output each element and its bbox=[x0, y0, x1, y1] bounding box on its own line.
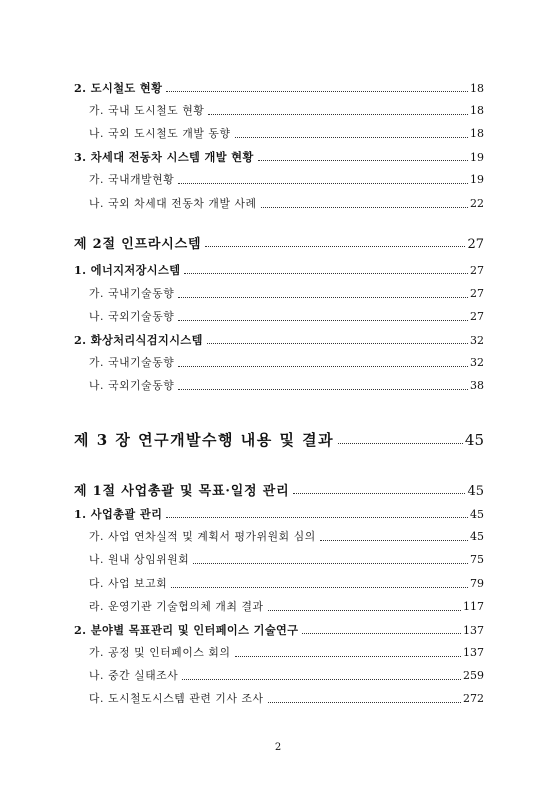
toc-entry-page: 18 bbox=[470, 127, 484, 140]
toc-entry-title: 다. 사업 보고회 bbox=[89, 577, 168, 590]
toc-leader-dots bbox=[182, 678, 461, 680]
toc-entry-title: 1. 에너지저장시스템 bbox=[74, 263, 181, 277]
toc-leader-dots bbox=[205, 245, 465, 247]
toc-entry bbox=[74, 576, 484, 591]
toc-entry-page: 32 bbox=[470, 334, 484, 347]
toc-entry bbox=[74, 552, 484, 567]
toc-entry-title: 2. 화상처리식검지시스템 bbox=[74, 333, 203, 347]
toc-section-title: 제 1절 사업총괄 및 목표·일정 관리 bbox=[74, 484, 290, 499]
toc-entry-page: 45 bbox=[470, 530, 484, 543]
toc-entry-page: 137 bbox=[463, 624, 484, 637]
toc-leader-dots bbox=[178, 388, 468, 390]
toc-entry bbox=[74, 262, 484, 278]
toc-entry-page: 22 bbox=[470, 197, 484, 210]
toc-leader-dots bbox=[208, 113, 468, 115]
toc-entry bbox=[74, 80, 484, 96]
toc-entry-title: 가. 사업 연차실적 및 계획서 평가위원회 심의 bbox=[89, 530, 316, 543]
toc-entry-page: 18 bbox=[470, 104, 484, 117]
toc-entry-page: 27 bbox=[470, 310, 484, 323]
toc-entry-page: 19 bbox=[470, 173, 484, 186]
toc-leader-dots bbox=[338, 442, 463, 444]
toc-leader-dots bbox=[166, 516, 468, 518]
toc-entry-page: 259 bbox=[463, 669, 484, 682]
toc-entry-page: 45 bbox=[470, 508, 484, 521]
toc-entry-page: 137 bbox=[463, 646, 484, 659]
toc-leader-dots bbox=[184, 272, 468, 274]
toc-leader-dots bbox=[258, 159, 468, 161]
toc-entry-page: 75 bbox=[470, 553, 484, 566]
toc-leader-dots bbox=[320, 539, 468, 541]
toc-entry-title: 나. 국외기술동향 bbox=[89, 310, 175, 323]
toc-entry bbox=[74, 355, 484, 370]
toc-entry bbox=[74, 599, 484, 614]
toc-entry-page: 18 bbox=[470, 82, 484, 95]
toc-entry-title: 나. 국외 도시철도 개발 동향 bbox=[89, 127, 231, 140]
toc-leader-dots bbox=[207, 342, 468, 344]
toc-entry bbox=[74, 645, 484, 660]
toc-section-title: 제 2절 인프라시스템 bbox=[74, 237, 202, 252]
toc-entry-title: 2. 도시철도 현황 bbox=[74, 81, 163, 95]
toc-leader-dots bbox=[171, 586, 468, 588]
toc-entry-page: 32 bbox=[470, 356, 484, 369]
toc-entry-page: 27 bbox=[470, 264, 484, 277]
toc-entry bbox=[74, 126, 484, 141]
toc-leader-dots bbox=[235, 655, 462, 657]
toc-entry-title: 나. 중간 실태조사 bbox=[89, 669, 179, 682]
toc-entry bbox=[74, 668, 484, 683]
toc-entry-title: 다. 도시철도시스템 관련 기사 조사 bbox=[89, 692, 264, 705]
toc-entry-title: 가. 국내 도시철도 현황 bbox=[89, 104, 205, 117]
toc-entry-title: 2. 분야별 목표관리 및 인터페이스 기술연구 bbox=[74, 623, 299, 637]
toc-entry-page: 38 bbox=[470, 379, 484, 392]
toc-entry-page: 19 bbox=[470, 151, 484, 164]
toc-leader-dots bbox=[178, 319, 468, 321]
toc-chapter-title: 제 3 장 연구개발수행 내용 및 결과 bbox=[74, 431, 335, 449]
toc-entry-title: 라. 운영기관 기술협의체 개최 결과 bbox=[89, 600, 264, 613]
toc-entry bbox=[74, 286, 484, 301]
toc-entry-title: 가. 국내기술동향 bbox=[89, 287, 175, 300]
toc-leader-dots bbox=[178, 296, 468, 298]
toc-entry-title: 가. 공정 및 인터페이스 회의 bbox=[89, 646, 231, 659]
toc-section bbox=[74, 233, 484, 252]
toc-leader-dots bbox=[268, 609, 461, 611]
toc-entry bbox=[74, 172, 484, 187]
toc-entry-title: 나. 국외기술동향 bbox=[89, 379, 175, 392]
toc-entry bbox=[74, 149, 484, 165]
toc-section bbox=[74, 480, 484, 499]
toc-entry-title: 나. 국외 차세대 전동차 개발 사례 bbox=[89, 197, 257, 210]
toc-entry bbox=[74, 506, 484, 522]
toc-leader-dots bbox=[193, 562, 468, 564]
toc-entry-page: 27 bbox=[470, 287, 484, 300]
toc-entry bbox=[74, 378, 484, 393]
toc-leader-dots bbox=[302, 632, 461, 634]
toc-entry-title: 나. 원내 상임위원회 bbox=[89, 553, 190, 566]
toc-leader-dots bbox=[268, 701, 461, 703]
toc-entry-title: 1. 사업총괄 관리 bbox=[74, 507, 163, 521]
toc-leader-dots bbox=[166, 90, 468, 92]
toc-entry bbox=[74, 529, 484, 544]
toc-leader-dots bbox=[235, 136, 469, 138]
toc-leader-dots bbox=[178, 365, 468, 367]
toc-entry-page: 117 bbox=[463, 600, 484, 613]
toc-entry-title: 3. 차세대 전동차 시스템 개발 현황 bbox=[74, 150, 254, 164]
toc-entry bbox=[74, 309, 484, 324]
toc-entry-title: 가. 국내기술동향 bbox=[89, 356, 175, 369]
toc-entry-title: 가. 국내개발현황 bbox=[89, 173, 175, 186]
toc-entry-page: 79 bbox=[470, 577, 484, 590]
toc-entry bbox=[74, 332, 484, 348]
toc-chapter-page: 45 bbox=[464, 431, 484, 449]
toc-section-page: 27 bbox=[467, 237, 484, 252]
toc-section-page: 45 bbox=[467, 484, 484, 499]
toc-leader-dots bbox=[293, 492, 465, 494]
toc-leader-dots bbox=[178, 182, 468, 184]
toc-entry bbox=[74, 103, 484, 118]
toc-entry bbox=[74, 196, 484, 211]
toc-chapter bbox=[74, 429, 484, 450]
toc-leader-dots bbox=[261, 206, 468, 208]
toc-entry bbox=[74, 622, 484, 638]
page-number: 2 bbox=[274, 742, 282, 753]
toc-entry bbox=[74, 691, 484, 706]
toc-entry-page: 272 bbox=[463, 692, 484, 705]
